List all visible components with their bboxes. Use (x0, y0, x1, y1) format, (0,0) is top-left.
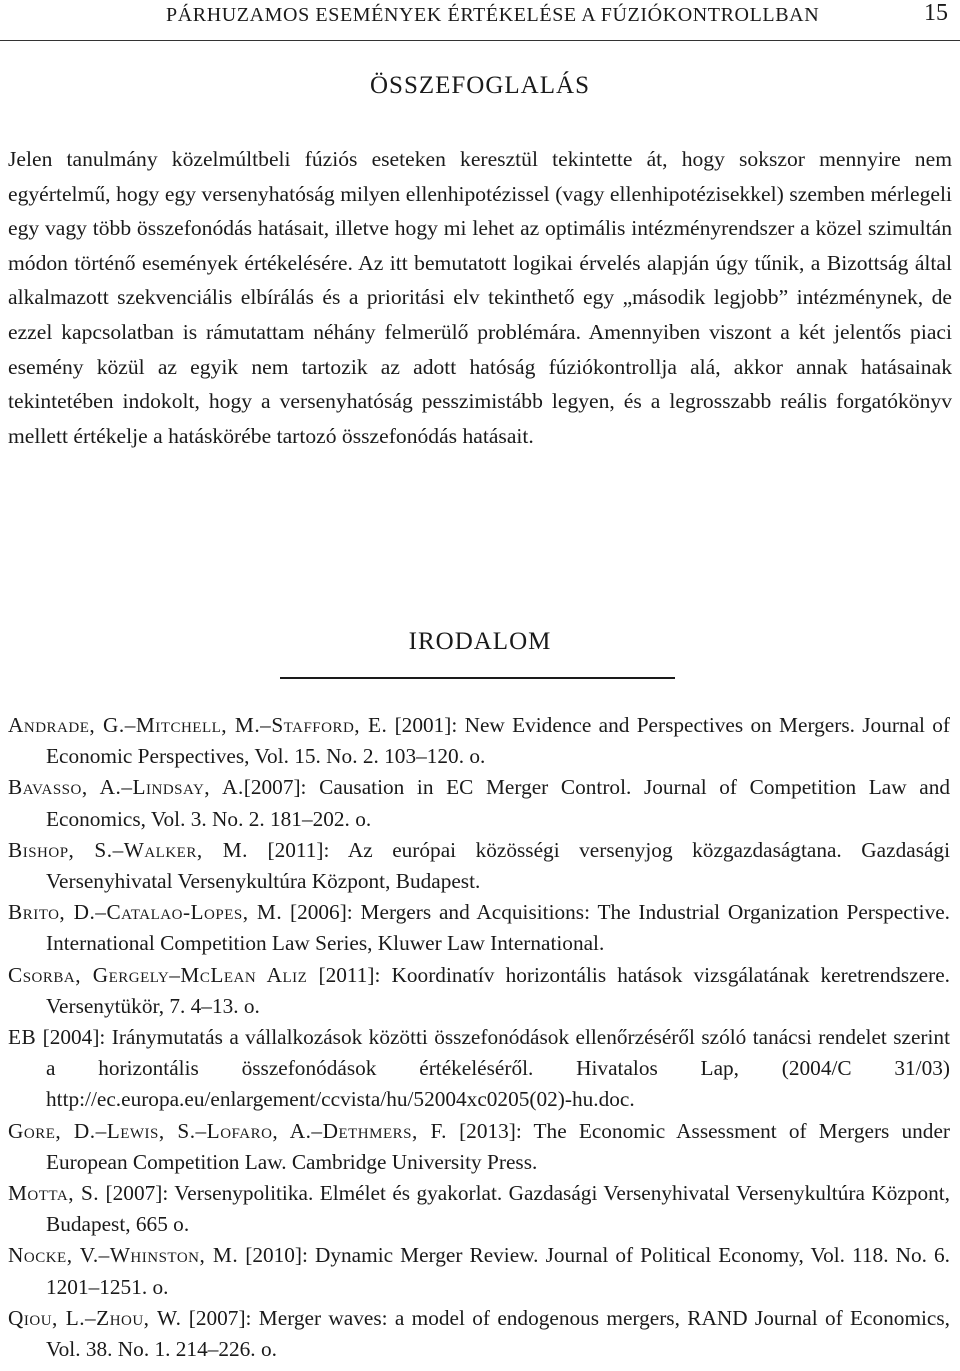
summary-paragraph: Jelen tanulmány közelmúltbeli fúziós eseteken keresztül tekintette át, hogy sokszor mennyire nem egyértelmű, hogy egy versenyhatóság milyen ellenhipotézissel (vagy ellenhipotézisekkel) szemben mérlegeli egy vagy több összefonódás hatásait, illetve hogy mi lehet az optimális intézményrendszer a közel szimultán módon történő események értékelésére. Az itt bemutatott logikai érvelés alapján úgy tűnik, a Bizottság által alkalmazott szekvenciális elbírálás és a prioritási elv tekinthető egy „második legjobb” intézménynek, de ezzel kapcsolatban is rámutattam néhány felmerülő problémára. Amennyiben viszont a két jelentős piaci esemény közül az egyik nem tartozik az adott hatóság fúziókontrollja alá, akkor annak hatásainak tekintetében indokolt, hogy a versenyhatóság pesszimistább legyen, és a legrosszabb reális forgatókönyv mellett értékelje a hatáskörébe tartozó összefonódás hatásait. (8, 147, 952, 448)
reference-details: [2010]: Dynamic Merger Review. Journal of Political Economy, Vol. 118. No. 6. 1201–1251. o. (46, 1243, 951, 1299)
reference-item (8, 897, 950, 959)
reference-authors: Brito, D.–Catalao-Lopes, M. (8, 900, 283, 925)
page-number: 15 (924, 0, 948, 26)
reference-details: [2013]: The Economic Assessment of Mergers under European Competition Law. Cambridge University Press. (46, 1118, 950, 1174)
reference-authors: Bishop, S.–Walker, M. (8, 837, 248, 862)
reference-item (8, 1303, 950, 1365)
reference-authors: Motta, S. (8, 1181, 100, 1206)
reference-authors: Nocke, V.–Whinston, M. (8, 1243, 239, 1268)
heading-rule (280, 677, 675, 679)
summary-heading: ÖSSZEFOGLALÁS (370, 72, 590, 99)
reference-details: [2011]: Az európai közösségi versenyjog közgazdaságtana. Gazdasági Versenyhivatal Versenykultúra Központ, Budapest. (46, 837, 950, 894)
reference-item (8, 1116, 950, 1178)
reference-details: [2006]: Mergers and Acquisitions: The Industrial Organization Perspective. International Competition Law Series, Kluwer Law International. (46, 900, 950, 956)
reference-authors: Gore, D.–Lewis, S.–Lofaro, A.–Dethmers, F. (8, 1118, 447, 1143)
reference-details: [2004]: Iránymutatás a vállalkozások közötti összefonódások ellenőrzéséről szóló tanácsi rendelet szerint a horizontális összefonódások értékeléséről. Hivatalos Lap, (2004/C 31/03) http://ec.europa.eu/enlargement/ccvista/hu/52004xc0205(02)-hu.doc. (36, 1025, 950, 1112)
running-title: PÁRHUZAMOS ESEMÉNYEK ÉRTÉKELÉSE A FÚZIÓKONTROLLBAN (166, 4, 820, 26)
reference-authors: EB (8, 1025, 37, 1050)
reference-authors: Qiou, L.–Zhou, W. (8, 1305, 182, 1330)
reference-authors: Andrade, G.–Mitchell, M.–Stafford, E. (8, 713, 388, 737)
running-header (0, 0, 960, 41)
reference-item (8, 1178, 950, 1240)
reference-details: [2001]: New Evidence and Perspectives on Mergers. Journal of Economic Perspectives, Vol. 15. No. 2. 103–120. o. (46, 713, 950, 769)
reference-item (8, 772, 950, 834)
reference-item (8, 835, 950, 897)
reference-authors: Csorba, Gergely–McLean Aliz (8, 962, 308, 987)
reference-details: [2007]: Merger waves: a model of endogenous mergers, RAND Journal of Economics, Vol. 38. No. 1. 214–226. o. (46, 1305, 950, 1362)
reference-authors: Bavasso, A.–Lindsay, A. (8, 775, 244, 800)
reference-details: [2011]: Koordinatív horizontális hatások vizsgálatának keretrendszere. Versenytükör, 7. 4–13. o. (46, 962, 950, 1018)
reference-details: [2007]: Causation in EC Merger Control. Journal of Competition Law and Economics, Vol. 3. No. 2. 181–202. o. (46, 775, 950, 831)
reference-details: [2007]: Versenypolitika. Elmélet és gyakorlat. Gazdasági Versenyhivatal Versenykultúra Központ, Budapest, 665 o. (46, 1181, 950, 1237)
reference-item (8, 710, 950, 772)
reference-item (8, 960, 950, 1022)
reference-item (8, 1022, 950, 1116)
reference-list (8, 710, 950, 1365)
reference-item (8, 1240, 950, 1302)
references-heading: IRODALOM (408, 628, 552, 655)
